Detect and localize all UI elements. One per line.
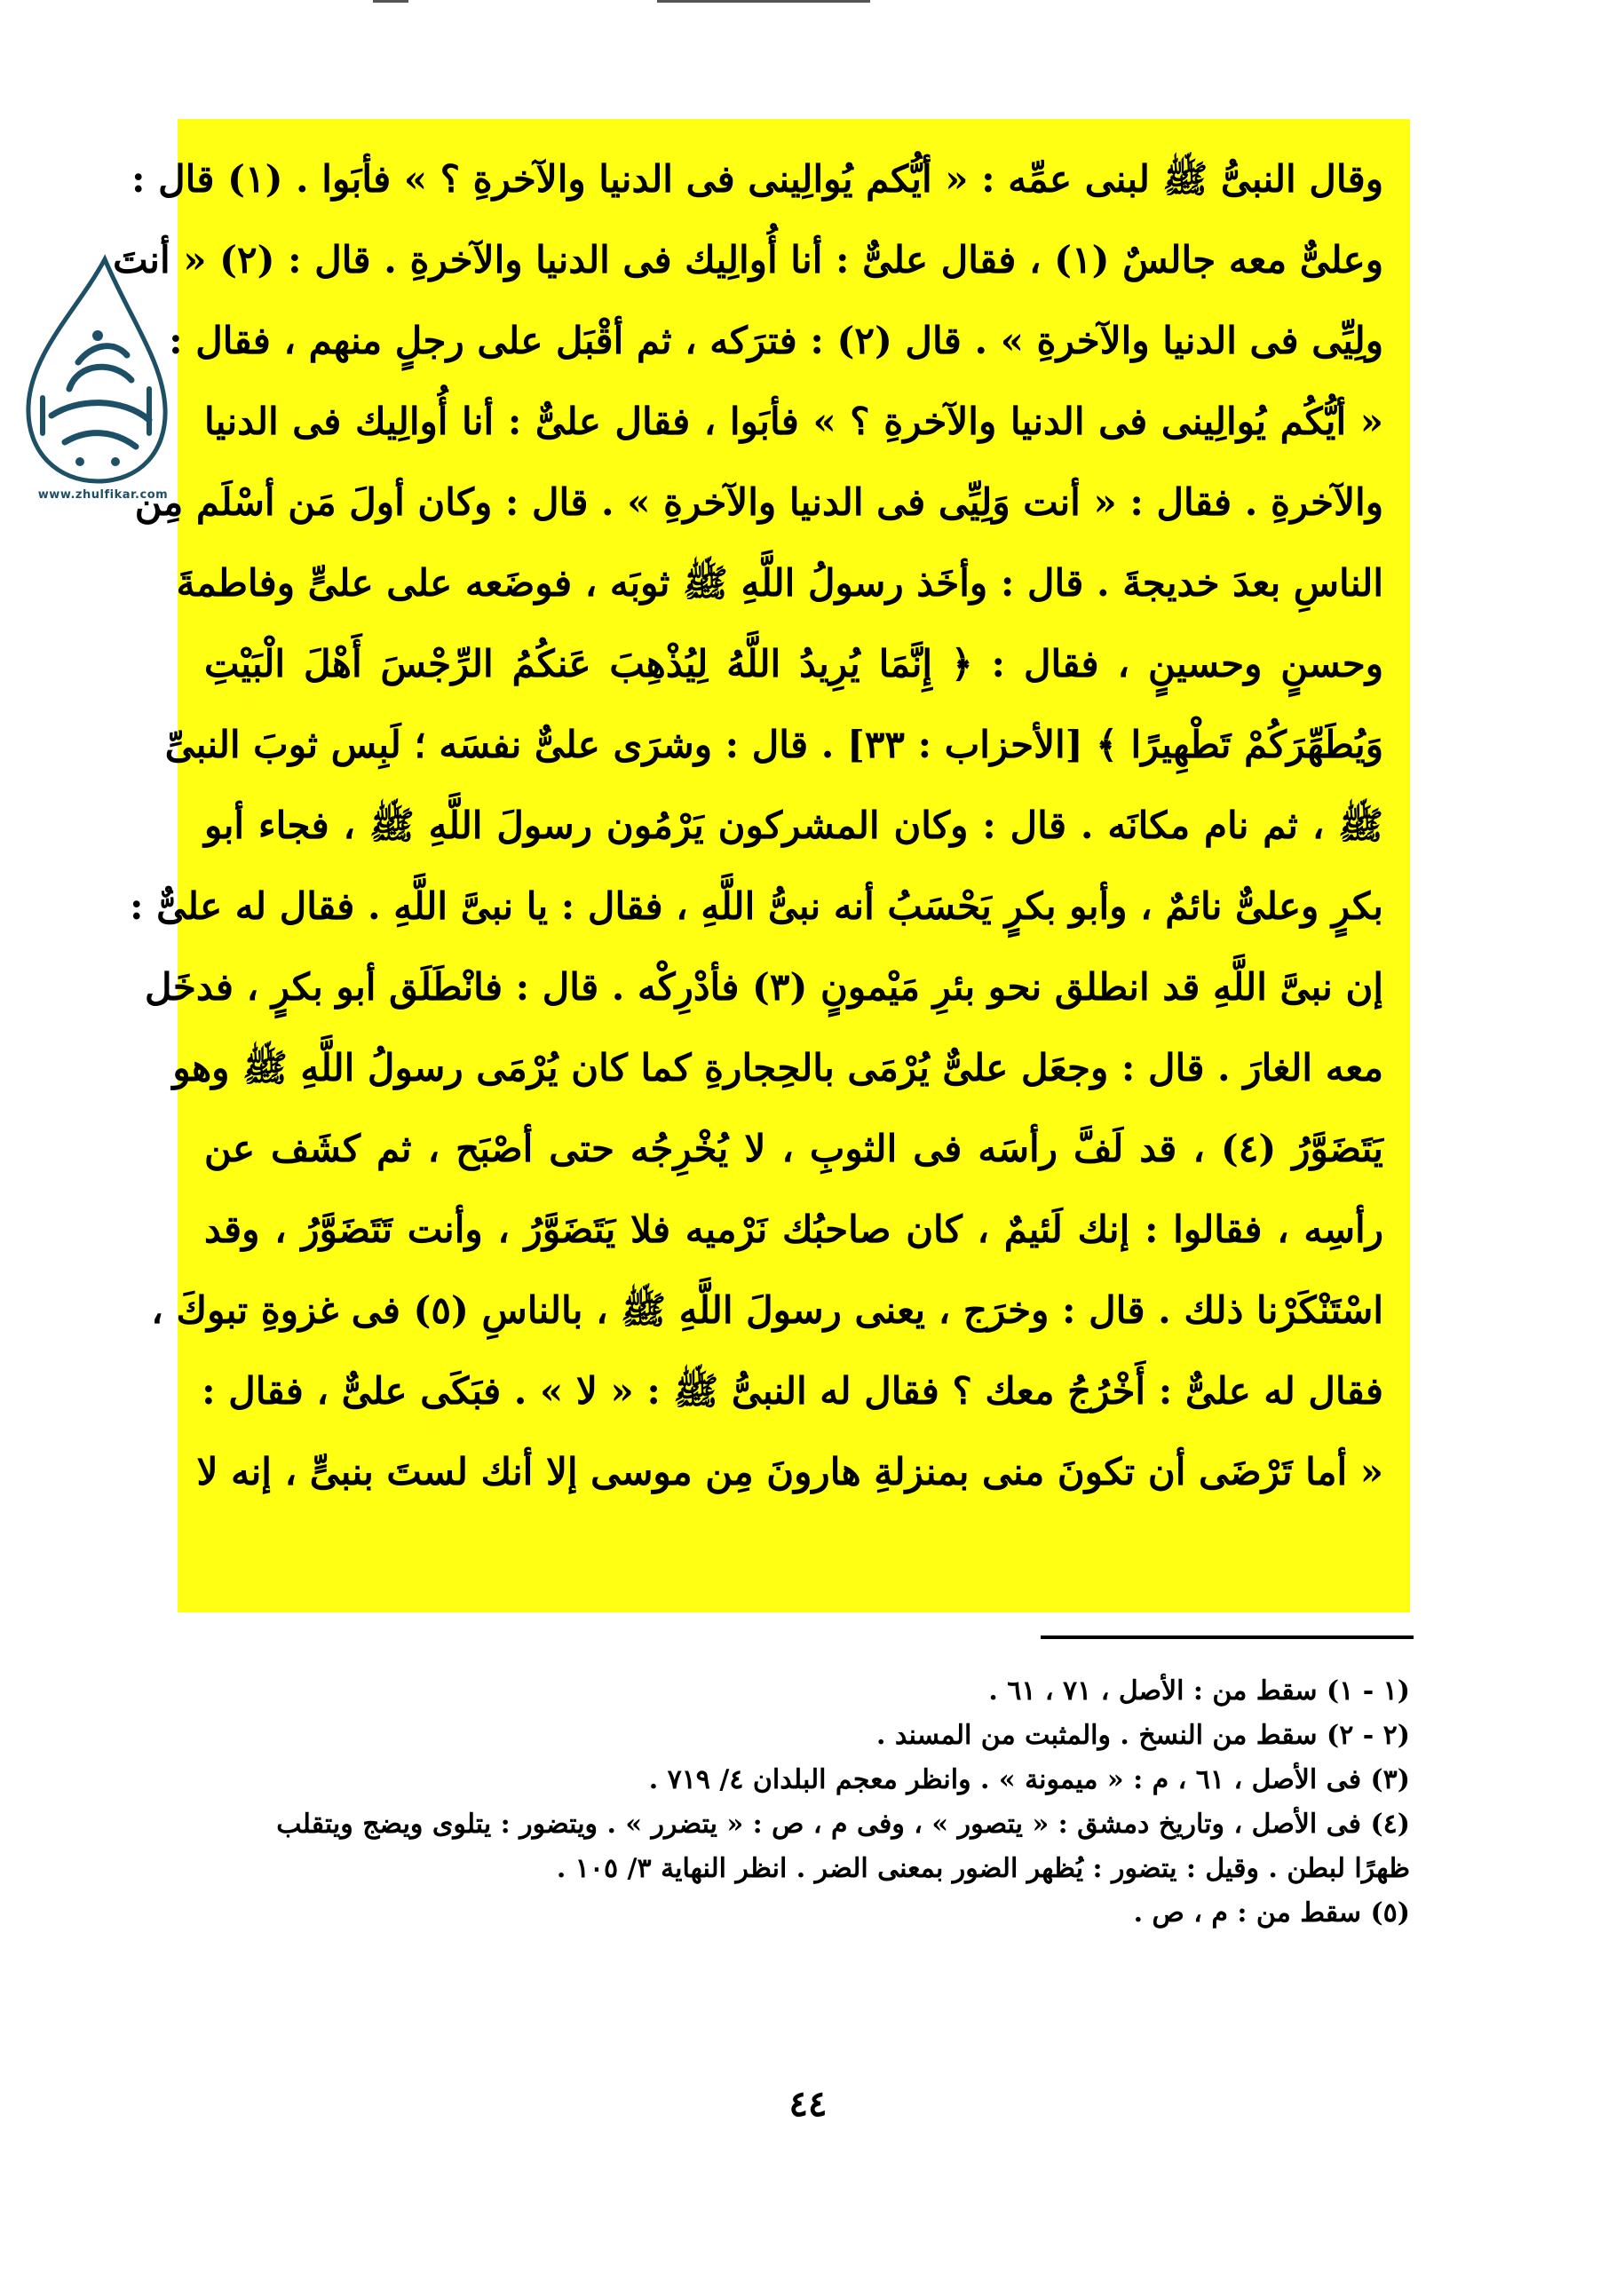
text-line: معه الغارَ . قال : وجعَل علىٌّ يُرْمَى بالحِجارةِ كما كان يُرْمَى رسولُ اللَّهِ ﷺ وهو <box>172 1046 1383 1089</box>
text-line: « أيُّكُم يُوالِينى فى الدنيا والآخرةِ ؟ » فأبَوا ، فقال علىٌّ : أنا أُوالِيك فى الدنيا <box>204 400 1383 443</box>
footnote: (١ - ١) سقط من : الأصل ، ٧١ ، ٦١ . <box>988 1675 1410 1707</box>
text-line: والآخرةِ . فقال : « أنت وَلِيِّى فى الدنيا والآخرةِ » . قال : وكان أولَ مَن أسْلَم مِن <box>134 480 1383 524</box>
logo-url: www.zhulfikar.com <box>37 488 169 502</box>
footnote: ظهرًا لبطن . وقيل : يتضور : يُظهر الضور بمعنى الضر . انظر النهاية ٣/ ١٠٥ . <box>556 1853 1410 1884</box>
top-edge-rule <box>657 0 870 3</box>
text-line: « أما تَرْضَى أن تكونَ منى بمنزلةِ هارونَ مِن موسى إلا أنك لستَ بنبىٍّ ، إنه لا <box>196 1450 1383 1493</box>
footnote: (٢ - ٢) سقط من النسخ . والمثبت من المسند . <box>876 1720 1410 1751</box>
text-line: وحسنٍ وحسينٍ ، فقال : ﴿ إِنَّمَا يُرِيدُ اللَّهُ لِيُذْهِبَ عَنكُمُ الرِّجْسَ أَهْلَ الْبَيْتِ <box>204 642 1383 685</box>
page-number: ٤٤ <box>788 2083 828 2125</box>
footnote-divider <box>1041 1635 1414 1639</box>
text-line: ﷺ ، ثم نام مكانَه . قال : وكان المشركون يَرْمُون رسولَ اللَّهِ ﷺ ، فجاء أبو <box>204 804 1383 847</box>
text-line: إن نبىَّ اللَّهِ قد انطلق نحو بئرِ مَيْمونٍ (٣) فأدْرِكْه . قال : فانْطَلَق أبو بكرٍ ، فدخَل <box>145 965 1383 1009</box>
highlighted-text-block <box>113 119 1410 1612</box>
text-line: رأسِه ، فقالوا : إنك لَئيمٌ ، كان صاحبُك نَرْميه فلا يَتَضَوَّرُ ، وأنت تَتَضَوَّرُ ، وقد <box>204 1208 1383 1251</box>
top-edge-mark <box>373 0 408 3</box>
footnote: (٣) فى الأصل ، ٦١ ، م : « ميمونة » . وانظر معجم البلدان ٤/ ٧١٩ . <box>648 1764 1410 1795</box>
text-line: بكرٍ وعلىٌّ نائمٌ ، وأبو بكرٍ يَحْسَبُ أنه نبىُّ اللَّهِ ، فقال : يا نبىَّ اللَّهِ . فقال له علىٌّ : <box>130 884 1383 928</box>
footnote: (٤) فى الأصل ، وتاريخ دمشق : « يتصور » ، وفى م ، ص : « يتضرر » . ويتضور : يتلوى ويضج ويتقلب <box>276 1809 1410 1840</box>
text-line: الناسِ بعدَ خديجةَ . قال : وأخَذ رسولُ اللَّهِ ﷺ ثوبَه ، فوضَعه على علىٍّ وفاطمةَ <box>176 561 1383 605</box>
text-line: فقال له علىٌّ : أَخْرُجُ معك ؟ فقال له النبىُّ ﷺ : « لا » . فبَكَى علىٌّ ، فقال : <box>202 1369 1383 1413</box>
text-line: وعلىٌّ معه جالسٌ (١) ، فقال علىٌّ : أنا أُوالِيك فى الدنيا والآخرةِ . قال : (٢) « أنتَ <box>113 238 1383 281</box>
footnote: (٥) سقط من : م ، ص . <box>1133 1897 1410 1928</box>
text-line: وقال النبىُّ ﷺ لبنى عمِّه : « أيُّكم يُوالِينى فى الدنيا والآخرةِ ؟ » فأبَوا . (١) قال : <box>131 157 1383 201</box>
text-line: وَيُطَهِّرَكُمْ تَطْهِيرًا ﴾ [الأحزاب : ٣٣] . قال : وشرَى علىٌّ نفسَه ؛ لَبِس ثوبَ النبىِّ <box>164 723 1383 766</box>
text-line: اسْتَنْكَرْنا ذلك . قال : وخرَج ، يعنى رسولَ اللَّهِ ﷺ ، بالناسِ (٥) فى غزوةِ تبوكَ ، <box>151 1288 1383 1332</box>
text-line: يَتَضَوَّرُ (٤) ، قد لَفَّ رأسَه فى الثوبِ ، لا يُخْرِجُه حتى أصْبَح ، ثم كشَف عن <box>204 1127 1383 1170</box>
footnotes <box>178 1669 1410 1936</box>
text-line: ولِيِّى فى الدنيا والآخرةِ » . قال (٢) : فترَكه ، ثم أقْبَل على رجلٍ منهم ، فقال : <box>169 319 1383 362</box>
main-text <box>113 139 1383 1612</box>
